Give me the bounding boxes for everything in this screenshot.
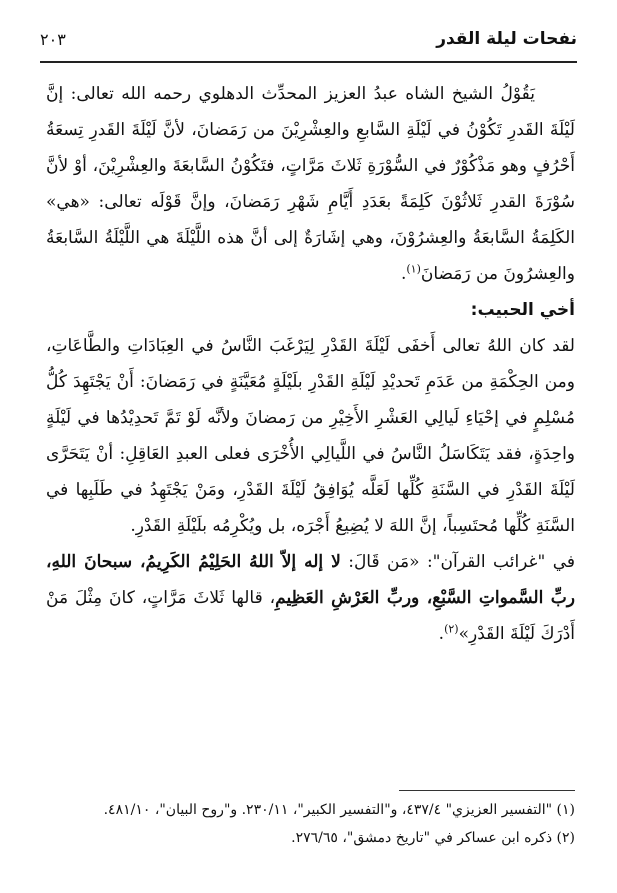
footnotes [46,796,575,852]
footnote-1-ref: (١) [556,802,575,818]
paragraph-1-text: يَقُوْلُ الشيخ الشاه عبدُ العزيز المحدِّث الدهلوي رحمه الله تعالى: إنَّ لَيْلَةَ القَدرِ تَكُوْنُ في لَيْلَةِ السَّابعِ والعِشْرِيْنَ من رَمَضانَ، لأنَّ لَيْلَةَ القَدرِ تِسعَةُ أَحْرُفٍ وهو مَذْكُوْرٌ في السُّوْرَةِ ثَلاثَ مَرَّاتٍ، فتَكُوْنُ السَّابعَةَ والعِشْرِيْنَ، أوْ لأنَّ سُوْرَةَ القدرِ ثَلاثُوْنَ كَلِمَةً بعَدَدِ أَيَّامِ شَهْرِ رَمَضانَ، وإنَّ قَوْلَه تعالى: «هي» الكَلِمَةُ السَّابعَةُ والعِشرُوْنَ، وهي إشَارَةٌ إلى أنَّ هذه اللَّيْلَةَ هي اللَّيْلَةُ السَّابعَةُ والعِشرُونَ من رَمَضانَ [46,84,575,284]
header-divider [40,61,577,63]
subheading: أخي الحبيب: [470,300,575,320]
footnote-2-ref: (٢) [556,830,575,846]
paragraph-3-intro: في "غرائب القرآن": «مَن قَالَ: [340,552,575,572]
footnote-ref-2[interactable]: (٢) [444,622,459,636]
paragraph-3-rest: ، قالها ثَلاثَ مَرَّاتٍ، كانَ مِثْلَ مَنْ أَدْرَكَ لَيْلَةَ القَدْرِ» [46,588,575,644]
footnote-2 [46,824,575,852]
paragraph-3-end: . [438,624,445,644]
paragraph-1-end: . [400,264,407,284]
footnote-2-text: ذكره ابن عساكر في "تاريخ دمشق"، ٢٧٦/٦٥. [291,830,553,846]
footnote-ref-1[interactable]: (١) [406,262,421,276]
page-number: ٢٠٣ [40,29,66,49]
paragraph-2: لقد كان اللهُ تعالى أَخفَى لَيْلَةَ القَدْرِ لِيَرْغَبَ النَّاسُ في العِبَادَاتِ والطَّاعَاتِ، ومن الحِكْمَةِ من عَدَمِ تَحديْدِ لَيْلَةِ القَدْرِ بلَيْلَةٍ مُعَيَّنَةٍ في رَمَضانَ: أَنْ يَجْتَهِدَ كُلُّ مُسْلِمٍ في إحْيَاءِ لَيالِي العَشْرِ الأَخِيْرِ من رَمضانَ ولأنَّه لَوْ تَمَّ تَحدِيْدُها في لَيْلَةٍ واحِدَةٍ، فقد يَتَكَاسَلُ النَّاسُ في اللَّيالِي الأُخْرَى فعلى العبدِ العَاقِلِ: أنْ يَتَحَرَّى لَيْلَةَ القَدْرِ في السَّنَةِ كُلِّها لَعَلَّه يُوَافِقُ لَيْلَةَ القَدْرِ، ومَنْ يَجْتَهِدُ في طَلَبِها في السَّنَةِ كُلِّها مُحتَسِباً، إنَّ اللهَ لا يُضِيعُ أَجْرَه، بل ويُكْرِمُه بلَيْلَةِ القَدْرِ. [46,336,575,536]
paragraph-3 [46,544,575,652]
running-title: نفحات ليلة القدر [436,29,577,49]
footnote-1 [46,796,575,824]
dhikr-quote: لا إله إلاّ اللهُ الحَلِيْمُ الكَرِيمُ، سبحانَ اللهِ، ربِّ السَّمواتِ السَّبْعِ، وربِّ العَرْشِ العَظِيمِ [46,552,575,608]
paragraph-1 [46,76,575,292]
running-header [40,22,577,56]
main-text [46,76,575,652]
footnote-divider [399,790,575,791]
footnote-1-text: "التفسير العزيزي" ٤٣٧/٤، و"التفسير الكبير"، ٢٣٠/١١. و"روح البيان"، ٤٨١/١٠. [103,802,553,818]
